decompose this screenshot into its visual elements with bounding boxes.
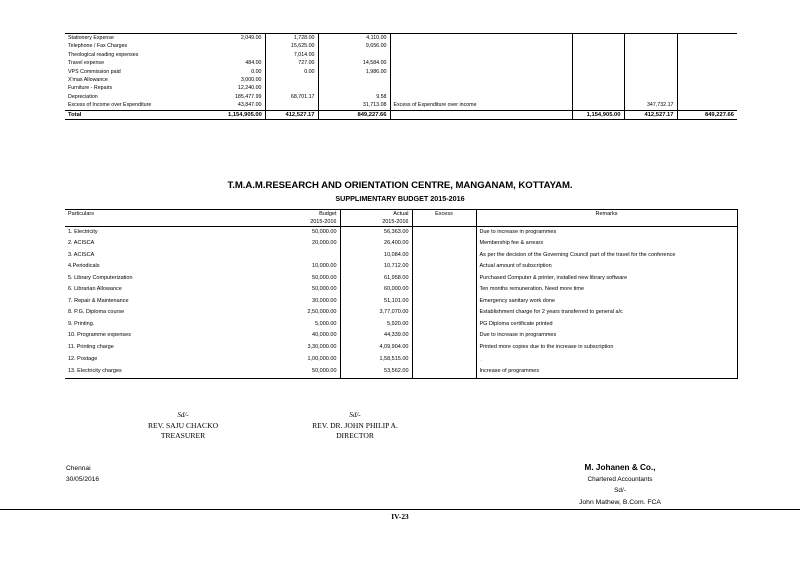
signature-name-director: REV. DR. JOHN PHILIP A. bbox=[312, 420, 398, 430]
cell-actual: 3,77,070.00 bbox=[340, 307, 412, 319]
cell-amount-1: 0.00 bbox=[225, 68, 265, 76]
cell-actual: 26,400.00 bbox=[340, 238, 412, 250]
cell-right-amount-2 bbox=[624, 93, 677, 101]
signature-sd-treasurer: Sd/- bbox=[177, 411, 189, 419]
column-subheader-budget-year: 2015-2016 bbox=[275, 219, 340, 227]
cell-amount-1: 484.00 bbox=[225, 59, 265, 67]
table-header-subrow bbox=[65, 219, 737, 227]
cell-right-amount-1 bbox=[572, 51, 624, 59]
table-row bbox=[65, 238, 737, 250]
signature-designation-treasurer: TREASURER bbox=[160, 431, 206, 440]
cell-budget: 40,000.00 bbox=[275, 330, 340, 342]
cell-amount-3: 9,656.00 bbox=[318, 42, 390, 50]
cell-actual: 61,958.00 bbox=[340, 273, 412, 285]
table-header-row bbox=[65, 210, 737, 219]
signature-designation-director: DIRECTOR bbox=[336, 431, 374, 440]
cell-particular: Travel expense bbox=[68, 60, 105, 67]
table-row bbox=[65, 330, 737, 342]
table-row bbox=[65, 261, 737, 273]
cell-amount-3: 1,986.00 bbox=[318, 68, 390, 76]
auditor-signatory-name: John Mathew, B.Com. FCA bbox=[579, 498, 661, 506]
column-subheader-excess-blank bbox=[412, 219, 476, 227]
cell-right-particular bbox=[390, 34, 572, 43]
signature-block-director bbox=[280, 410, 430, 442]
cell-right-amount-1 bbox=[572, 101, 624, 110]
date-label: 30/05/2016 bbox=[66, 476, 100, 483]
table-row bbox=[65, 354, 737, 367]
cell-right-amount-3 bbox=[677, 59, 737, 67]
cell-excess bbox=[412, 296, 476, 308]
cell-actual: 1,58,515.00 bbox=[340, 354, 412, 367]
cell-particular: VPS Commission paid bbox=[68, 68, 121, 75]
supp-table bbox=[65, 209, 738, 379]
cell-excess bbox=[412, 273, 476, 285]
cell-remark: Due to increase in programmes bbox=[476, 226, 737, 238]
table-row bbox=[65, 342, 737, 354]
cell-amount-3 bbox=[318, 84, 390, 92]
cell-particular: 6. Librarian Allowance bbox=[68, 286, 122, 293]
column-subheader-actual-year: 2015-2016 bbox=[340, 219, 412, 227]
cell-particular: 4.Periodicals bbox=[68, 263, 100, 270]
cell-amount-2: 727.00 bbox=[265, 59, 318, 67]
cell-right-amount-3 bbox=[677, 34, 737, 43]
cell-remark: Printed more copies due to the increase in subscription bbox=[476, 342, 737, 354]
cell-amount-2 bbox=[265, 84, 318, 92]
table-row bbox=[65, 273, 737, 285]
cell-remark bbox=[476, 354, 737, 367]
column-header-budget: Budget bbox=[275, 210, 340, 219]
cell-right-particular bbox=[390, 84, 572, 92]
table-row bbox=[65, 307, 737, 319]
cell-particular: 13. Electricity charges bbox=[65, 366, 275, 378]
cell-excess bbox=[412, 342, 476, 354]
remark-faint-mark: .. bbox=[479, 356, 483, 362]
signature-sd-director: Sd/- bbox=[349, 411, 361, 419]
cell-particular: 11. Printing charge bbox=[68, 343, 114, 350]
cell-remark: Purchased Computer & printer, installed new library software bbox=[476, 273, 737, 285]
auditor-firm-name: M. Johanen & Co., bbox=[584, 463, 656, 472]
cell-excess bbox=[412, 226, 476, 238]
cell-remark: As per the decision of the Governing Council part of the travel for the conference bbox=[476, 250, 737, 262]
table-row bbox=[65, 250, 737, 262]
cell-right-amount-3 bbox=[677, 68, 737, 76]
cell-particular: Telephone / Fax Charges bbox=[68, 43, 128, 50]
cell-particular: 3. ACISCA bbox=[68, 251, 95, 258]
cell-amount-3 bbox=[318, 76, 390, 84]
cell-total-amount-3: 849,227.66 bbox=[318, 110, 390, 119]
table-row bbox=[65, 284, 737, 296]
cell-total-right-amount-3: 849,227.66 bbox=[677, 110, 737, 119]
cell-total-amount-1: 1,154,905.00 bbox=[225, 110, 265, 119]
cell-remark: Increase of programmes bbox=[476, 366, 737, 378]
cell-particular: 5. Library Computerization bbox=[68, 274, 133, 281]
cell-actual: 10,084.00 bbox=[340, 250, 412, 262]
cell-actual: 56,363.00 bbox=[340, 226, 412, 238]
cell-particular: 9. Printing. bbox=[68, 320, 95, 327]
cell-right-amount-3 bbox=[677, 84, 737, 92]
cell-total-amount-2: 412,527.17 bbox=[265, 110, 318, 119]
table-row bbox=[65, 42, 737, 50]
cell-budget: 1,00,000.00 bbox=[275, 354, 340, 367]
cell-excess bbox=[412, 330, 476, 342]
table-row bbox=[65, 51, 737, 59]
cell-right-amount-1 bbox=[572, 76, 624, 84]
auditor-sd: Sd/- bbox=[614, 487, 626, 494]
cell-particular: Theological reading expenses bbox=[68, 51, 139, 58]
cell-right-amount-2 bbox=[624, 59, 677, 67]
cell-right-particular bbox=[390, 51, 572, 59]
table-row bbox=[65, 319, 737, 331]
table-row bbox=[65, 101, 737, 110]
page-title: T.M.A.M.RESEARCH AND ORIENTATION CENTRE, MANGANAM, KOTTAYAM. bbox=[227, 180, 573, 191]
cell-budget: 50,000.00 bbox=[275, 284, 340, 296]
cell-amount-1 bbox=[225, 51, 265, 59]
cell-right-amount-1 bbox=[572, 34, 624, 43]
cell-right-amount-2 bbox=[624, 51, 677, 59]
cell-excess bbox=[412, 319, 476, 331]
cell-particular: Depreciation bbox=[68, 93, 98, 100]
cell-amount-1 bbox=[225, 42, 265, 50]
cell-right-particular bbox=[390, 93, 572, 101]
cell-amount-3: 9.58 bbox=[318, 93, 390, 101]
column-header-remarks: Remarks bbox=[476, 210, 737, 219]
cell-particular: 8. P.G. Diploma course bbox=[68, 309, 125, 316]
cell-particular: Furniture - Repairs bbox=[68, 85, 113, 92]
cell-actual: 4,09,904.00 bbox=[340, 342, 412, 354]
cell-amount-2 bbox=[265, 76, 318, 84]
cell-right-amount-3 bbox=[677, 76, 737, 84]
signature-block-treasurer bbox=[118, 410, 248, 442]
table-row bbox=[65, 59, 737, 67]
place-date-block bbox=[66, 463, 99, 485]
supplementary-budget-table bbox=[65, 209, 737, 379]
cell-remark: Actual amount of subscription bbox=[476, 261, 737, 273]
cell-amount-1: 3,000.00 bbox=[225, 76, 265, 84]
cell-budget: 20,000.00 bbox=[275, 238, 340, 250]
cell-budget: 5,000.00 bbox=[275, 319, 340, 331]
cell-amount-2: 1,728.00 bbox=[265, 34, 318, 43]
cell-actual: 53,562.00 bbox=[340, 366, 412, 378]
column-header-actual: Actual bbox=[340, 210, 412, 219]
cell-total-right-amount-2: 412,527.17 bbox=[624, 110, 677, 119]
cell-budget: 2,50,000.00 bbox=[275, 307, 340, 319]
cell-right-amount-3 bbox=[677, 42, 737, 50]
cell-amount-3: 14,584.00 bbox=[318, 59, 390, 67]
cell-excess bbox=[412, 284, 476, 296]
cell-particular: 2. ACISCA bbox=[68, 240, 95, 247]
table-row bbox=[65, 226, 737, 238]
auditor-block bbox=[490, 462, 750, 508]
supp-table-head bbox=[65, 210, 737, 227]
cell-amount-2: 7,014.00 bbox=[265, 51, 318, 59]
cell-amount-2: 68,701.17 bbox=[265, 93, 318, 101]
cell-particular: Stationery Expense bbox=[65, 34, 225, 43]
cell-actual: 5,920.00 bbox=[340, 319, 412, 331]
cell-particular: 1. Electricity bbox=[68, 228, 98, 235]
table-row bbox=[65, 76, 737, 84]
cell-amount-2: 0.00 bbox=[265, 68, 318, 76]
table-row bbox=[65, 68, 737, 76]
cell-particular: X'mas Allowance bbox=[68, 77, 108, 84]
cell-total-label: Total bbox=[65, 110, 225, 119]
column-subheader-blank bbox=[65, 219, 275, 227]
cell-excess bbox=[412, 354, 476, 367]
cell-excess bbox=[412, 250, 476, 262]
table-row bbox=[65, 34, 737, 43]
cell-budget: 3,30,000.00 bbox=[275, 342, 340, 354]
cell-right-particular bbox=[390, 76, 572, 84]
cell-right-amount-3 bbox=[677, 93, 737, 101]
cell-right-amount-2: 347,732.17 bbox=[624, 101, 677, 110]
cell-amount-1: 12,240.00 bbox=[225, 84, 265, 92]
cell-budget: 50,000.00 bbox=[275, 366, 340, 378]
cell-total-right-particular bbox=[390, 110, 572, 119]
cell-particular: 12. Postage bbox=[68, 356, 98, 363]
cell-right-amount-2 bbox=[624, 42, 677, 50]
column-subheader-remarks-blank bbox=[476, 219, 737, 227]
cell-budget bbox=[275, 250, 340, 262]
cell-amount-1: 43,847.00 bbox=[225, 101, 265, 110]
cell-budget: 50,000.00 bbox=[275, 226, 340, 238]
cell-right-amount-1 bbox=[572, 42, 624, 50]
cell-amount-2 bbox=[265, 101, 318, 110]
cell-particular: Excess of Income over Expenditure bbox=[65, 101, 225, 110]
cell-amount-3 bbox=[318, 51, 390, 59]
table-total-row bbox=[65, 110, 737, 119]
cell-right-amount-2 bbox=[624, 76, 677, 84]
cell-amount-3: 4,110.00 bbox=[318, 34, 390, 43]
table-row bbox=[65, 93, 737, 101]
cell-right-amount-1 bbox=[572, 59, 624, 67]
cell-remark: Emergency sanitary work done bbox=[476, 296, 737, 308]
cell-budget: 10,000.00 bbox=[275, 261, 340, 273]
table-row bbox=[65, 296, 737, 308]
cell-right-amount-1 bbox=[572, 93, 624, 101]
cell-remark: Due to increase in programmes bbox=[476, 330, 737, 342]
cell-amount-3: 31,713.08 bbox=[318, 101, 390, 110]
cell-amount-1: 2,049.00 bbox=[225, 34, 265, 43]
supp-table-body bbox=[65, 226, 737, 378]
cell-right-amount-3 bbox=[677, 101, 737, 110]
cell-remark: Membership fee & arrears bbox=[476, 238, 737, 250]
cell-right-amount-2 bbox=[624, 34, 677, 43]
page-number: IV-23 bbox=[391, 512, 409, 521]
cell-right-amount-3 bbox=[677, 51, 737, 59]
cell-right-amount-2 bbox=[624, 84, 677, 92]
cell-right-particular: Excess of Expenditure over income bbox=[390, 101, 572, 110]
table-row bbox=[65, 366, 737, 378]
top-table-body bbox=[65, 34, 737, 120]
cell-remark: Establishment charge for 2 years transferred to general a/c bbox=[476, 307, 737, 319]
place-label: Chennai bbox=[66, 465, 91, 472]
cell-right-particular bbox=[390, 59, 572, 67]
cell-budget: 30,000.00 bbox=[275, 296, 340, 308]
cell-right-particular bbox=[390, 68, 572, 76]
cell-right-amount-1 bbox=[572, 68, 624, 76]
column-header-excess: Excess bbox=[412, 210, 476, 219]
cell-excess bbox=[412, 366, 476, 378]
cell-amount-1: 185,477.99 bbox=[225, 93, 265, 101]
cell-excess bbox=[412, 238, 476, 250]
top-table bbox=[65, 33, 737, 120]
cell-right-particular bbox=[390, 42, 572, 50]
signature-name-treasurer: REV. SAJU CHACKO bbox=[147, 420, 219, 430]
cell-actual: 60,000.00 bbox=[340, 284, 412, 296]
auditor-designation: Chartered Accountants bbox=[587, 475, 653, 483]
cell-amount-2: 15,625.00 bbox=[265, 42, 318, 50]
cell-remark: PG Diploma certificate printed bbox=[476, 319, 737, 331]
cell-actual: 51,101.00 bbox=[340, 296, 412, 308]
cell-actual: 10,712.00 bbox=[340, 261, 412, 273]
cell-right-amount-1 bbox=[572, 84, 624, 92]
cell-excess bbox=[412, 307, 476, 319]
income-expenditure-continuation-table bbox=[65, 33, 737, 120]
cell-particular: 10. Programme expenses bbox=[68, 332, 131, 339]
table-row bbox=[65, 84, 737, 92]
footer-divider bbox=[0, 509, 800, 510]
cell-remark: Ten months remuneration. Need more time bbox=[476, 284, 737, 296]
cell-actual: 44,339.00 bbox=[340, 330, 412, 342]
page-subtitle: SUPPLIMENTARY BUDGET 2015-2016 bbox=[335, 194, 465, 203]
cell-excess bbox=[412, 261, 476, 273]
column-header-particulars: Particulars bbox=[65, 210, 275, 219]
cell-total-right-amount-1: 1,154,905.00 bbox=[572, 110, 624, 119]
cell-budget: 50,000.00 bbox=[275, 273, 340, 285]
cell-right-amount-2 bbox=[624, 68, 677, 76]
cell-particular: 7. Repair & Maintenance bbox=[68, 297, 129, 304]
